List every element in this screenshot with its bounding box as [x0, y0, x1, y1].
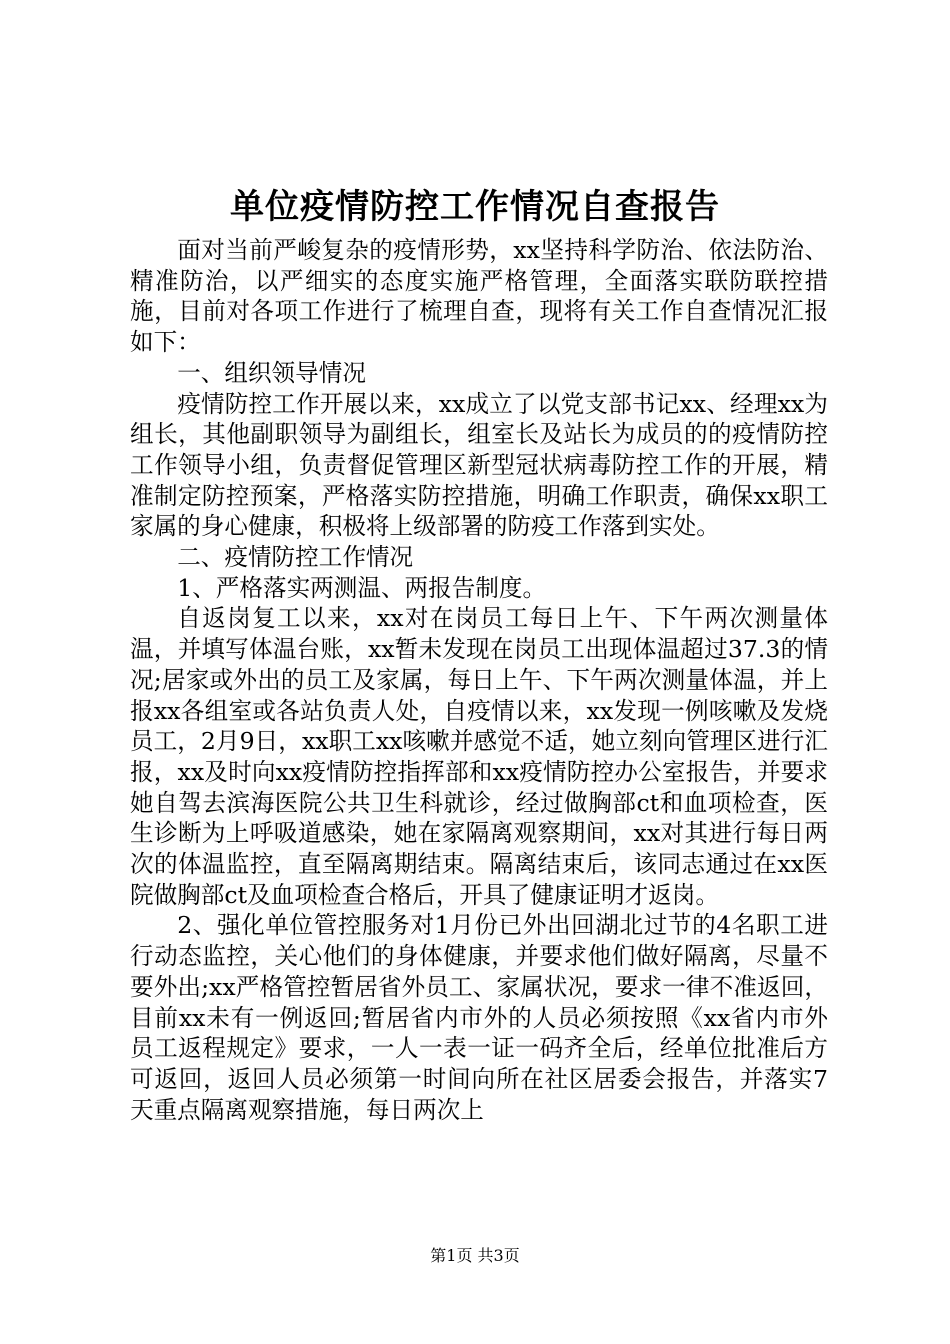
intro-paragraph: 面对当前严峻复杂的疫情形势，xx坚持科学防治、依法防治、精准防治，以严细实的态度实施严格管理，全面落实联防联控措施，目前对各项工作进行了梳理自查，现将有关工作自查情况汇报如下： [130, 236, 828, 357]
subheading-temperature: 1、严格落实两测温、两报告制度。 [177, 573, 547, 602]
document-body [130, 235, 828, 1125]
page-footer: 第1页 共3页 [430, 1246, 520, 1265]
management-paragraph: 2、强化单位管控服务对1月份已外出回湖北过节的4名职工进行动态监控，关心他们的身体健康，并要求他们做好隔离，尽量不要外出;xx严格管控暂居省外员工、家属状况，要求一律不准返回，目前xx未有一例返回;暂居省内市外的人员必须按照《xx省内市外员工返程规定》要求，一人一表一证一码齐全后，经单位批准后方可返回，返回人员必须第一时间向所在社区居委会报告，并落实7天重点隔离观察措施，每日两次上 [130, 911, 828, 1124]
section-heading-prevention: 二、疫情防控工作情况 [177, 543, 414, 572]
organization-paragraph: 疫情防控工作开展以来，xx成立了以党支部书记xx、经理xx为组长，其他副职领导为副组长，组室长及站长为成员的的疫情防控工作领导小组，负责督促管理区新型冠状病毒防控工作的开展，精准制定防控预案，严格落实防控措施，明确工作职责，确保xx职工家属的身心健康，积极将上级部署的防疫工作落到实处。 [130, 389, 828, 541]
document-title: 单位疫情防控工作情况自查报告 [230, 187, 720, 227]
temperature-paragraph: 自返岗复工以来，xx对在岗员工每日上午、下午两次测量体温，并填写体温台账，xx暂未发现在岗员工出现体温超过37.3的情况;居家或外出的员工及家属，每日上午、下午两次测量体温，并上报xx各组室或各站负责人处，自疫情以来，xx发现一例咳嗽及发烧员工，2月9日，xx职工xx咳嗽并感觉不适，她立刻向管理区进行汇报，xx及时向xx疫情防控指挥部和xx疫情防控办公室报告，并要求她自驾去滨海医院公共卫生科就诊，经过做胸部ct和血项检查，医生诊断为上呼吸道感染，她在家隔离观察期间，xx对其进行每日两次的体温监控，直至隔离期结束。隔离结束后，该同志通过在xx医院做胸部ct及血项检查合格后，开具了健康证明才返岗。 [130, 604, 828, 909]
section-heading-organization: 一、组织领导情况 [177, 358, 366, 387]
